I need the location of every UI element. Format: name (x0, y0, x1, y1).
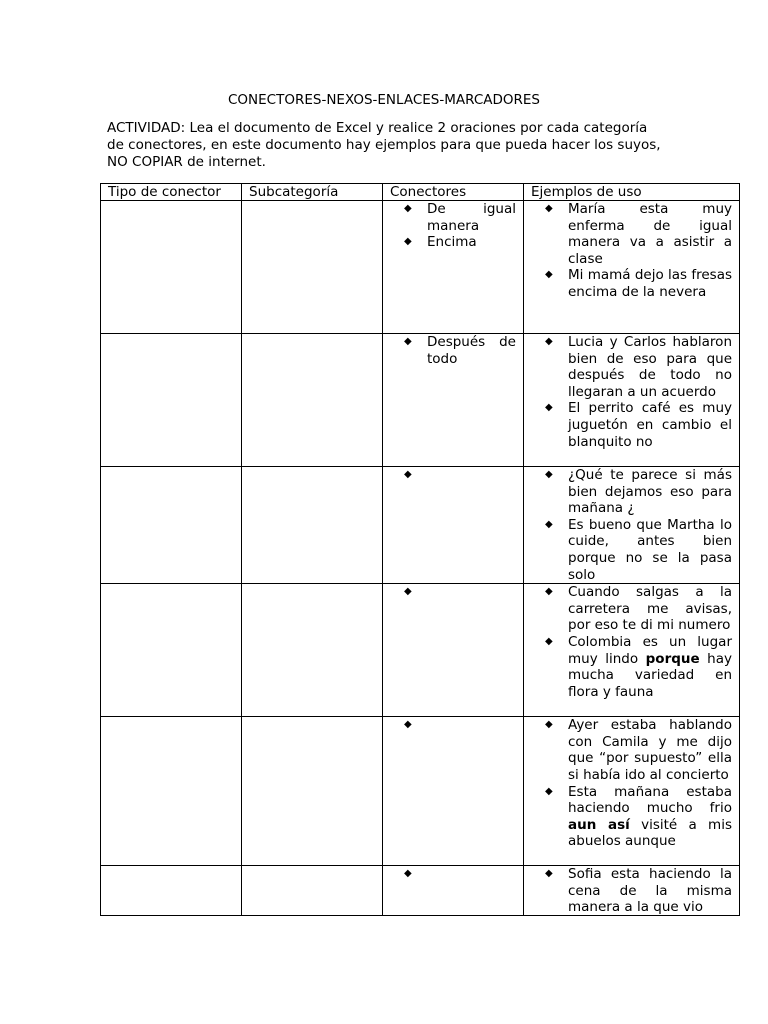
bullet-icon: ◆ (404, 586, 412, 598)
example-text: Sofia esta haciendo la cena de la misma manera a la que vio (568, 866, 732, 916)
example-list (531, 334, 732, 450)
bullet-icon: ◆ (545, 518, 553, 530)
example-bold-connector: aun así (568, 816, 630, 833)
cell-tipo (101, 717, 242, 866)
bullet-icon: ◆ (404, 203, 412, 214)
table-header-row (101, 184, 740, 201)
bullet-icon: ◆ (404, 336, 412, 347)
document-title (0, 92, 768, 109)
cell-tipo (101, 201, 242, 334)
cell-tipo (101, 334, 242, 467)
example-text: Es bueno que Martha lo cuide, antes bien porque no se la pasa solo (568, 516, 732, 583)
cell-tipo (101, 866, 242, 916)
cell-conectores (383, 334, 524, 467)
cell-ejemplos (524, 201, 740, 334)
list-item (531, 634, 732, 700)
bullet-icon: ◆ (545, 336, 553, 347)
list-item (531, 467, 732, 517)
header-subcategoria: Subcategoría (242, 184, 383, 201)
example-list (531, 584, 732, 700)
example-text: ¿Qué te parece si más bien dejamos eso para mañana ¿ (568, 467, 732, 517)
bullet-icon: ◆ (545, 269, 553, 281)
example-text: María esta muy enferma de igual manera va a asistir a clase (568, 201, 732, 267)
example-list (531, 467, 732, 583)
list-item (531, 334, 732, 400)
list-item (531, 517, 732, 583)
list-item (531, 717, 732, 783)
list-item (390, 334, 516, 367)
cell-ejemplos (524, 584, 740, 717)
example-text: Ayer estaba hablando con Camila y me dijo que “por supuesto” ella si había ido al concierto (568, 717, 732, 783)
cell-conectores (383, 467, 524, 584)
list-item (531, 866, 732, 915)
cell-conectores (383, 584, 524, 717)
table-row (101, 584, 740, 717)
example-list (531, 201, 732, 301)
bullet-icon: ◆ (545, 469, 553, 480)
list-item (531, 201, 732, 267)
table-row (101, 467, 740, 584)
bullet-icon: ◆ (404, 236, 412, 248)
bullet-icon: ◆ (404, 469, 412, 480)
example-text: Cuando salgas a la carretera me avisas, por eso te di mi numero (568, 584, 732, 634)
bullet-icon: ◆ (404, 719, 412, 731)
cell-conectores (383, 201, 524, 334)
connector-text: De igual manera (427, 201, 516, 234)
table-row (101, 201, 740, 334)
cell-subcategoria (242, 467, 383, 584)
example-text: Mi mamá dejo las fresas encima de la nevera (568, 267, 733, 300)
cell-conectores (383, 717, 524, 866)
list-item (531, 584, 732, 634)
example-text: Esta mañana estaba haciendo mucho frio (568, 783, 732, 817)
list-item (390, 201, 516, 234)
connector-list (390, 334, 516, 367)
list-item (390, 234, 516, 251)
activity-instructions: ACTIVIDAD: Lea el documento de Excel y realice 2 oraciones por cada categoría de conectores, en este documento hay ejemplos para que pueda hacer los suyos, NO COPIAR de internet. (107, 120, 661, 170)
cell-ejemplos (524, 866, 740, 916)
cell-subcategoria (242, 334, 383, 467)
table-row (101, 717, 740, 866)
list-item (531, 400, 732, 450)
example-text: visité a mis abuelos aunque (568, 816, 732, 850)
cell-tipo (101, 584, 242, 717)
table-row (101, 866, 740, 916)
list-item (531, 267, 732, 300)
example-list (531, 717, 732, 850)
cell-subcategoria (242, 717, 383, 866)
cell-conectores (383, 866, 524, 916)
header-tipo: Tipo de conector (101, 184, 242, 201)
cell-ejemplos (524, 467, 740, 584)
bullet-icon: ◆ (404, 868, 412, 880)
bullet-icon: ◆ (545, 203, 553, 214)
bullet-icon: ◆ (545, 719, 553, 731)
cell-tipo (101, 467, 242, 584)
bullet-icon: ◆ (545, 868, 553, 880)
example-text: El perrito café es muy juguetón en cambio el blanquito no (568, 400, 732, 450)
connectors-table (100, 183, 740, 916)
connector-text: Después de todo (427, 334, 516, 367)
bullet-icon: ◆ (545, 586, 553, 598)
cell-subcategoria (242, 584, 383, 717)
list-item (531, 784, 732, 850)
cell-ejemplos (524, 717, 740, 866)
example-bold-connector: porque (645, 650, 700, 667)
table-row (101, 334, 740, 467)
bullet-icon: ◆ (545, 402, 553, 414)
header-conectores: Conectores (383, 184, 524, 201)
example-list (531, 866, 732, 915)
title-text: CONECTORES-NEXOS-ENLACES-MARCADORES (227, 92, 541, 108)
header-ejemplos: Ejemplos de uso (524, 184, 740, 201)
cell-ejemplos (524, 334, 740, 467)
example-text: hay mucha variedad en flora y fauna (568, 650, 732, 700)
example-text: Colombia es un lugar muy lindo (568, 633, 732, 667)
bullet-icon: ◆ (545, 635, 553, 647)
connector-text: Encima (427, 234, 477, 251)
example-text: Lucia y Carlos hablaron bien de eso para que después de todo no llegaran a un acuerdo (568, 334, 732, 400)
bullet-icon: ◆ (545, 785, 553, 797)
cell-subcategoria (242, 866, 383, 916)
connector-list (390, 201, 516, 251)
cell-subcategoria (242, 201, 383, 334)
